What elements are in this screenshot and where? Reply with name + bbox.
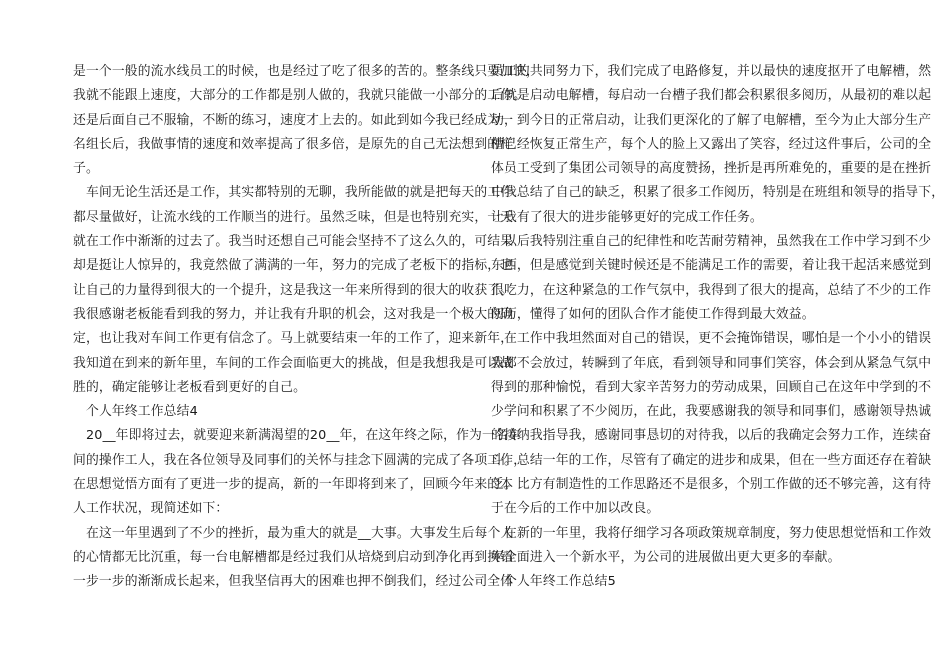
text-line: 让我有了很大的进步能够更好的完成工作任务。 (491, 209, 763, 225)
text-line: 乏。比方有制造性的工作思路还不是很多，个别工作做的还不够完善，这有待 (491, 477, 932, 493)
text-line: 东西，但是感觉到关键时候还是不能满足工作的需要，着让我干起活来感觉到 (491, 258, 932, 274)
text-line: 的心情都无比沉重，每一台电解槽都是经过我们从培烧到启动到净化再到换铝 (73, 549, 514, 565)
text-line: 却是挺让人惊异的，我竟然做了满满的一年，努力的完成了老板下的指标，也 (73, 258, 514, 274)
text-line: 率全面进入一个新水平，为公司的进展做出更大更多的奉献。 (491, 549, 841, 565)
text-line: 后就是启动电解槽，每启动一台槽子我们都会积累很多阅历，从最初的难以起 (491, 88, 932, 104)
text-line: 在这一年里遇到了不少的挫折，最为重大的就是__大事。大事发生后每个人 (86, 525, 514, 541)
right-column (491, 60, 945, 595)
text-line: 让自己的力量得到很大的一个提升，这是我这一年来所得到的很大的收获了。 (73, 282, 514, 298)
text-line: 就在工作中渐渐的过去了。我当时还想自己可能会坚持不了这么久的，可结果 (73, 234, 514, 250)
text-line: 在思想觉悟方面有了更进一步的提高，新的一年即将到来了，回顾今年来的本 (73, 477, 514, 493)
text-line: 以后我特别注重自己的纪律性和吃苦耐劳精神，虽然我在工作中学习到不少 (504, 234, 932, 250)
text-line: 还是后面自己不服输，不断的练习，速度才上去的。如此到如今我已经成为一 (73, 112, 514, 128)
text-line: 得到的那种愉悦，看到大家辛苦努力的劳动成果，回顾自己在这年中学到的不 (491, 379, 932, 395)
text-line: 子。 (73, 161, 99, 177)
left-column (73, 60, 540, 595)
section-heading: 个人年终工作总结5 (504, 574, 616, 590)
text-line: 是一个一般的流水线员工的时候，也是经过了吃了很多的苦的。整条线只要加快， (73, 64, 540, 79)
text-line: 我很感谢老板能看到我的努力，并让我有升职的机会，这对我是一个极大的确 (73, 306, 514, 322)
text-line: 车间无论生活还是工作，其实都特别的无聊，我所能做的就是把每天的工作 (86, 185, 514, 201)
text-line: 体员工受到了集团公司领导的高度赞扬，挫折是再所难免的，重要的是在挫折 (491, 161, 932, 177)
text-line: 于在今后的工作中加以改良。 (491, 501, 660, 517)
text-line: 名组长后，我做事情的速度和效率提高了很多倍，是原先的自己无法想到的样 (73, 136, 514, 152)
text-line: 阅历，懂得了如何的团队合作才能使工作得到最大效益。 (491, 306, 815, 322)
text-line: 在工作中我坦然面对自己的错误，更不会掩饰错误，哪怕是一个小小的错误 (504, 331, 932, 347)
text-line: 我知道在到来的新年里，车间的工作会面临更大的挑战，但是我想我是可以战 (73, 355, 514, 371)
text-line: 一步一步的渐渐成长起来，但我坚信再大的困难也押不倒我们，经过公司全体 (73, 574, 514, 590)
text-line: 我都不会放过，转瞬到了年底，看到领导和同事们笑容，体会到从紧急气氛中 (491, 355, 932, 371)
text-line: 在新的一年里，我将仔细学习各项政策规章制度，努力使思想觉悟和工作效 (504, 525, 932, 541)
text-line: 动，到今日的正常启动，让我们更深化的了解了电解槽，至今为止大部分生产 (491, 112, 932, 128)
text-line: 间的操作工人，我在各位领导及同事们的关怀与挂念下圆满的完成了各项工作， (73, 452, 527, 468)
text-line: 员工的共同努力下，我们完成了电路修复，并以最快的速度抠开了电解槽，然 (491, 64, 932, 79)
text-line: 都尽量做好，让流水线的工作顺当的进行。虽然乏味，但是也特别充实，一天 (73, 209, 514, 225)
text-line: 很吃力，在这种紧急的工作气氛中，我得到了很大的提高，总结了不少的工作 (491, 282, 932, 298)
text-line: 20__年即将过去，就要迎来新满渴望的20__年，在这年终之际，作为一名车 (86, 428, 521, 444)
text-line: 少学问和积累了不少阅历，在此，我要感谢我的领导和同事们，感谢领导热诚 (491, 404, 932, 420)
text-line: 我就不能跟上速度，大部分的工作都是别人做的，我就只能做一小部分的工作。 (73, 88, 527, 104)
text-line: 槽已经恢复正常生产，每个人的脸上又露出了笑容，经过这件事后，公司的全 (491, 136, 932, 152)
text-line: 定，也让我对车间工作更有信念了。马上就要结束一年的工作了，迎来新年， (73, 331, 514, 347)
text-line: 的接纳我指导我，感谢同事恳切的对待我，以后的我确定会努力工作，连续奋 (491, 428, 932, 444)
text-line: 中我总结了自己的缺乏，积累了很多工作阅历，特别是在班组和领导的指导下， (491, 185, 945, 201)
text-line: 人工作状况，现简述如下： (73, 501, 229, 517)
section-heading: 个人年终工作总结4 (86, 404, 198, 420)
text-line: 胜的，确定能够让老板看到更好的自己。 (73, 379, 307, 395)
text-line: 斗。总结一年的工作，尽管有了确定的进步和成果，但在一些方面还存在着缺 (491, 452, 932, 468)
